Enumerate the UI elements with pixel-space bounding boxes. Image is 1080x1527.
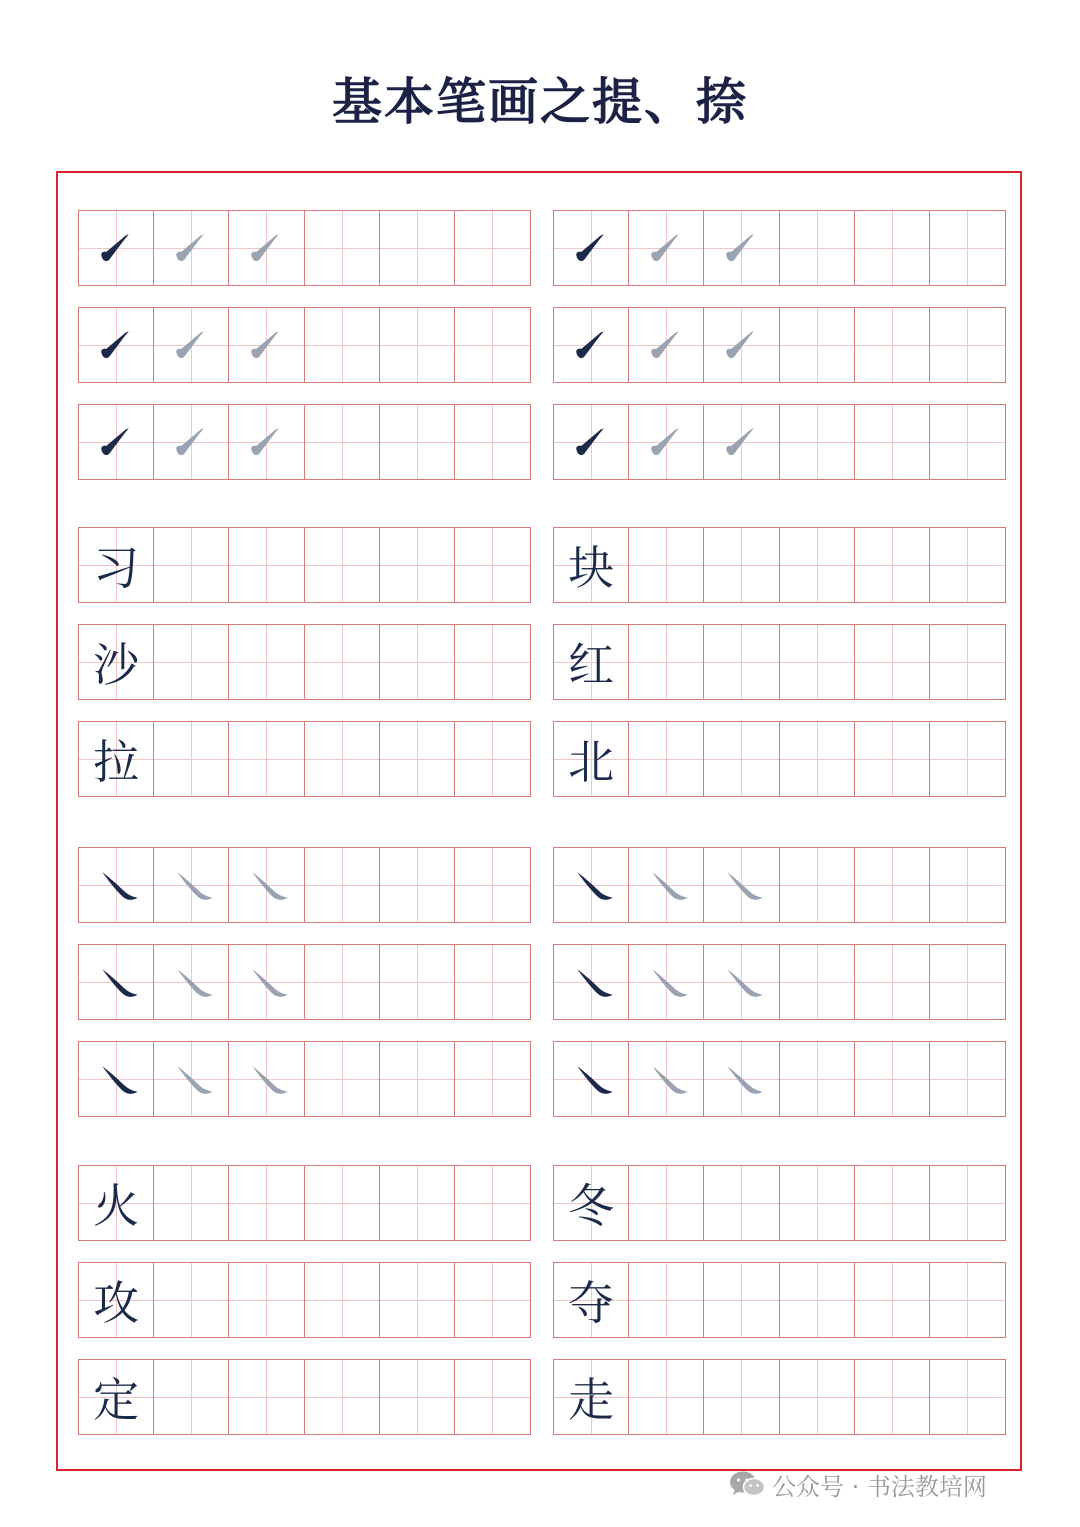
tianzige-cell [930,528,1005,602]
tianzige-cell [855,1042,930,1116]
tianzige-cell [455,528,530,602]
tianzige-cell [629,1042,704,1116]
tianzige-cell [704,1042,779,1116]
tianzige-cell [154,722,229,796]
practice-row [78,1041,531,1117]
tianzige-cell [629,1360,704,1434]
practice-row [78,624,531,700]
na-stroke-icon [554,848,628,922]
tianzige-cell [79,722,154,796]
tianzige-cell [930,625,1005,699]
na-stroke-icon [629,1042,703,1116]
tianzige-cell [855,1360,930,1434]
practice-row [553,307,1006,383]
model-character: 北 [568,735,615,789]
tianzige-cell [154,1360,229,1434]
tianzige-cell [79,1360,154,1434]
ti-stroke-icon [79,308,153,382]
ti-stroke-icon [554,308,628,382]
practice-row [78,1262,531,1338]
practice-row [78,210,531,286]
tianzige-cell [455,1360,530,1434]
tianzige-cell [154,848,229,922]
tianzige-cell [780,1042,855,1116]
tianzige-cell [229,528,304,602]
tianzige-cell [455,308,530,382]
model-character: 夺 [568,1276,615,1330]
na-stroke-icon [229,945,303,1019]
tianzige-cell [455,405,530,479]
tianzige-cell [780,1166,855,1240]
tianzige-cell [704,722,779,796]
tianzige-cell [704,625,779,699]
tianzige-cell [554,722,629,796]
tianzige-cell [930,945,1005,1019]
tianzige-cell [554,1360,629,1434]
tianzige-cell [380,1360,455,1434]
ti-stroke-icon [79,211,153,285]
tianzige-cell [380,405,455,479]
tianzige-cell [855,211,930,285]
tianzige-cell [780,405,855,479]
watermark [728,1466,987,1502]
tianzige-cell [629,848,704,922]
page-title: 基本笔画之提、捺 [332,72,748,131]
tianzige-cell [154,945,229,1019]
tianzige-cell [305,1360,380,1434]
model-character: 块 [568,541,615,595]
tianzige-cell [780,308,855,382]
practice-row [78,307,531,383]
tianzige-cell [629,1166,704,1240]
model-character: 攻 [93,1276,140,1330]
ti-stroke-icon [229,211,303,285]
tianzige-cell [79,945,154,1019]
tianzige-cell [79,625,154,699]
tianzige-cell [554,1042,629,1116]
practice-row [78,944,531,1020]
tianzige-cell [154,1042,229,1116]
tianzige-cell [305,1166,380,1240]
tianzige-cell [930,722,1005,796]
tianzige-cell [629,528,704,602]
tianzige-cell [229,1042,304,1116]
ti-stroke-icon [629,308,703,382]
tianzige-cell [305,848,380,922]
tianzige-cell [229,1166,304,1240]
wechat-icon [728,1469,766,1499]
ti-stroke-icon [229,308,303,382]
tianzige-cell [380,625,455,699]
ti-stroke-icon [704,308,778,382]
practice-row [553,944,1006,1020]
tianzige-cell [629,625,704,699]
tianzige-cell [554,528,629,602]
tianzige-cell [704,1360,779,1434]
tianzige-cell [780,625,855,699]
na-stroke-icon [704,1042,778,1116]
ti-stroke-icon [704,211,778,285]
tianzige-cell [79,1263,154,1337]
tianzige-cell [380,848,455,922]
ti-stroke-icon [704,405,778,479]
tianzige-cell [455,1263,530,1337]
tianzige-cell [229,625,304,699]
tianzige-cell [780,528,855,602]
tianzige-cell [154,211,229,285]
tianzige-cell [455,211,530,285]
tianzige-cell [455,1042,530,1116]
na-stroke-icon [154,945,228,1019]
tianzige-cell [704,308,779,382]
tianzige-cell [380,945,455,1019]
tianzige-cell [380,1042,455,1116]
tianzige-cell [380,1166,455,1240]
tianzige-cell [305,1263,380,1337]
na-stroke-icon [554,1042,628,1116]
tianzige-cell [704,848,779,922]
ti-stroke-icon [79,405,153,479]
ti-stroke-icon [629,211,703,285]
na-stroke-icon [154,848,228,922]
tianzige-cell [930,405,1005,479]
model-character: 火 [93,1179,140,1233]
tianzige-cell [79,308,154,382]
tianzige-cell [554,1166,629,1240]
tianzige-cell [855,722,930,796]
tianzige-cell [154,1263,229,1337]
practice-row [78,404,531,480]
model-character: 拉 [93,735,140,789]
tianzige-cell [154,308,229,382]
tianzige-cell [455,625,530,699]
tianzige-cell [629,211,704,285]
watermark-text: 公众号 · 书法教培网 [772,1472,987,1501]
model-character: 走 [568,1373,615,1427]
na-stroke-icon [704,945,778,1019]
tianzige-cell [629,1263,704,1337]
tianzige-cell [855,1263,930,1337]
tianzige-cell [930,1263,1005,1337]
tianzige-cell [154,405,229,479]
ti-stroke-icon [554,211,628,285]
tianzige-cell [229,722,304,796]
na-stroke-icon [629,848,703,922]
tianzige-cell [704,945,779,1019]
tianzige-cell [229,1263,304,1337]
tianzige-cell [455,1166,530,1240]
practice-row [553,624,1006,700]
tianzige-cell [79,528,154,602]
tianzige-cell [554,1263,629,1337]
na-stroke-icon [554,945,628,1019]
na-stroke-icon [79,848,153,922]
practice-row [553,1165,1006,1241]
model-character: 定 [93,1373,140,1427]
tianzige-cell [455,722,530,796]
tianzige-cell [79,211,154,285]
ti-stroke-icon [554,405,628,479]
ti-stroke-icon [154,308,228,382]
tianzige-cell [229,308,304,382]
tianzige-cell [305,625,380,699]
tianzige-cell [154,1166,229,1240]
ti-stroke-icon [154,405,228,479]
practice-row [78,527,531,603]
na-stroke-icon [229,848,303,922]
ti-stroke-icon [154,211,228,285]
practice-row [78,1165,531,1241]
tianzige-cell [554,848,629,922]
na-stroke-icon [79,1042,153,1116]
practice-row [78,847,531,923]
tianzige-cell [305,1042,380,1116]
ti-stroke-icon [629,405,703,479]
na-stroke-icon [154,1042,228,1116]
tianzige-cell [629,405,704,479]
tianzige-cell [855,945,930,1019]
tianzige-cell [305,405,380,479]
na-stroke-icon [229,1042,303,1116]
tianzige-cell [704,405,779,479]
tianzige-cell [780,722,855,796]
tianzige-cell [154,625,229,699]
tianzige-cell [704,1166,779,1240]
practice-row [553,847,1006,923]
model-character: 沙 [93,638,140,692]
tianzige-cell [79,1042,154,1116]
tianzige-cell [229,848,304,922]
tianzige-cell [380,211,455,285]
tianzige-cell [704,528,779,602]
practice-row [553,404,1006,480]
tianzige-cell [930,211,1005,285]
tianzige-cell [79,848,154,922]
practice-row [553,1359,1006,1435]
tianzige-cell [930,1042,1005,1116]
tianzige-cell [380,528,455,602]
na-stroke-icon [79,945,153,1019]
tianzige-cell [554,211,629,285]
tianzige-cell [629,722,704,796]
model-character: 冬 [568,1179,615,1233]
tianzige-cell [704,1263,779,1337]
tianzige-cell [305,528,380,602]
tianzige-cell [229,405,304,479]
tianzige-cell [305,211,380,285]
practice-row [553,210,1006,286]
tianzige-cell [455,945,530,1019]
practice-row [553,1262,1006,1338]
tianzige-cell [780,211,855,285]
tianzige-cell [229,211,304,285]
tianzige-cell [780,848,855,922]
tianzige-cell [229,1360,304,1434]
tianzige-cell [455,848,530,922]
tianzige-cell [554,625,629,699]
tianzige-cell [79,405,154,479]
tianzige-cell [930,848,1005,922]
tianzige-cell [380,1263,455,1337]
practice-row [553,721,1006,797]
tianzige-cell [855,848,930,922]
tianzige-cell [855,405,930,479]
tianzige-cell [930,1166,1005,1240]
na-stroke-icon [629,945,703,1019]
tianzige-cell [305,308,380,382]
tianzige-cell [780,1360,855,1434]
tianzige-cell [629,308,704,382]
na-stroke-icon [704,848,778,922]
practice-row [78,721,531,797]
tianzige-cell [79,1166,154,1240]
tianzige-cell [855,528,930,602]
tianzige-cell [780,945,855,1019]
tianzige-cell [554,405,629,479]
tianzige-cell [930,308,1005,382]
tianzige-cell [305,722,380,796]
tianzige-cell [554,308,629,382]
tianzige-cell [855,1166,930,1240]
practice-row [553,527,1006,603]
tianzige-cell [855,308,930,382]
tianzige-cell [229,945,304,1019]
tianzige-cell [780,1263,855,1337]
tianzige-cell [154,528,229,602]
tianzige-cell [380,722,455,796]
model-character: 习 [93,541,140,595]
tianzige-cell [380,308,455,382]
tianzige-cell [930,1360,1005,1434]
model-character: 红 [568,638,615,692]
tianzige-cell [855,625,930,699]
practice-row [78,1359,531,1435]
tianzige-cell [629,945,704,1019]
tianzige-cell [704,211,779,285]
practice-row [553,1041,1006,1117]
tianzige-cell [305,945,380,1019]
ti-stroke-icon [229,405,303,479]
tianzige-cell [554,945,629,1019]
